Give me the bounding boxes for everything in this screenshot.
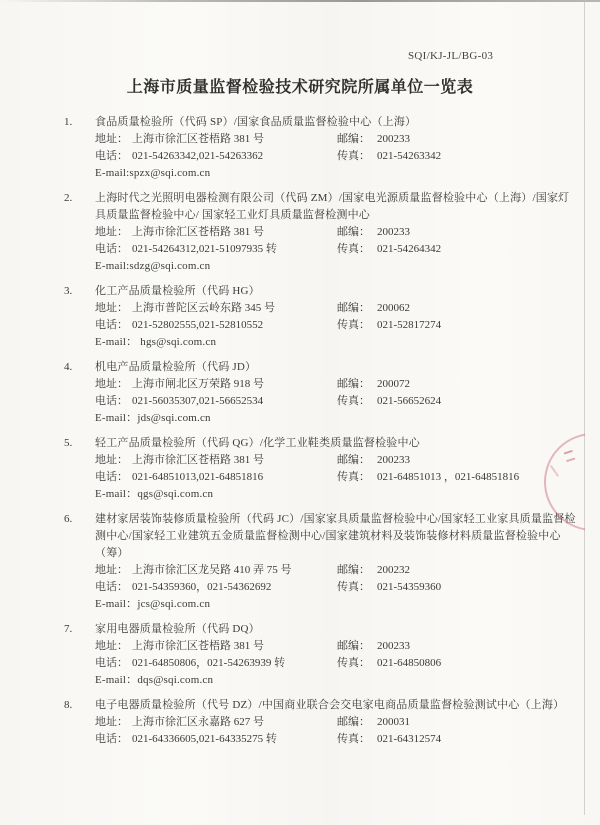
unit-email: E-mail： hgs@sqi.com.cn	[95, 336, 217, 348]
phone-value: 021-56035307,021-56652534	[132, 395, 264, 407]
unit-name: 家用电器质量检验所（代码 DQ）	[95, 623, 260, 635]
phone-label: 电话：	[95, 657, 128, 669]
phone-value: 021-54359360，021-54362692	[132, 581, 272, 593]
item-number: 8.	[64, 699, 73, 711]
phone-label: 电话：	[95, 243, 128, 255]
postcode-value: 200062	[377, 302, 410, 314]
unit-item-2	[0, 190, 600, 275]
fax-value: 021-64851013 ，021-64851816	[377, 471, 520, 483]
phone-value: 021-64850806，021-54263939 转	[132, 657, 286, 669]
postcode-value: 200233	[377, 226, 410, 238]
unit-item-3	[0, 283, 600, 351]
address-label: 地址：	[95, 226, 128, 238]
phone-label: 电话：	[95, 150, 128, 162]
postcode-label: 邮编：	[337, 226, 370, 238]
fax-label: 传真：	[337, 733, 370, 745]
postcode-label: 邮编：	[337, 302, 370, 314]
unit-email: E-mail：dqs@sqi.com.cn	[95, 674, 214, 686]
address-value: 上海市普陀区云岭东路 345 号	[132, 302, 275, 314]
unit-email: E-mail：qgs@sqi.com.cn	[95, 488, 214, 500]
unit-email: E-mail:spzx@sqi.com.cn	[95, 167, 211, 179]
postcode-label: 邮编：	[337, 454, 370, 466]
unit-name: 建材家居装饰装修质量检验所（代码 JC）/国家家具质量监督检验中心/国家轻工业家具质量监督检测中心/国家轻工业建筑五金质量监督检测中心/国家建筑材料及装饰装修材料质量监督检验中心（筹）	[95, 513, 576, 559]
phone-label: 电话：	[95, 395, 128, 407]
page-title: 上海市质量监督检验技术研究院所属单位一览表	[126, 79, 474, 96]
phone-label: 电话：	[95, 471, 128, 483]
unit-email: E-mail：jds@sqi.com.cn	[95, 412, 211, 424]
item-number: 1.	[64, 116, 73, 128]
item-number: 5.	[64, 437, 73, 449]
fax-label: 传真：	[337, 581, 370, 593]
fax-value: 021-56652624	[377, 395, 442, 407]
fax-value: 021-64850806	[377, 657, 442, 669]
postcode-label: 邮编：	[337, 640, 370, 652]
unit-item-4	[0, 359, 600, 427]
item-number: 3.	[64, 285, 73, 297]
item-number: 4.	[64, 361, 73, 373]
phone-value: 021-54264312,021-51097935 转	[132, 243, 277, 255]
unit-item-8	[0, 697, 600, 748]
fax-label: 传真：	[337, 395, 370, 407]
phone-value: 021-64851013,021-64851816	[132, 471, 264, 483]
scan-top-edge	[0, 0, 600, 2]
unit-name: 食品质量检验所（代码 SP）/国家食品质量监督检验中心（上海）	[95, 116, 417, 128]
fax-value: 021-54264342	[377, 243, 442, 255]
unit-name: 上海时代之光照明电器检测有限公司（代码 ZM）/国家电光源质量监督检验中心（上海）/国家灯具质量监督检验中心/ 国家轻工业灯具质量监督检测中心	[95, 192, 570, 221]
unit-name: 化工产品质量检验所（代码 HG）	[95, 285, 260, 297]
unit-email: E-mail:sdzg@sqi.com.cn	[95, 260, 211, 272]
address-value: 上海市徐汇区苍梧路 381 号	[132, 133, 264, 145]
unit-name: 轻工产品质量检验所（代码 QG）/化学工业鞋类质量监督检验中心	[95, 437, 420, 449]
fax-value: 021-52817274	[377, 319, 442, 331]
address-label: 地址：	[95, 640, 128, 652]
address-value: 上海市徐汇区苍梧路 381 号	[132, 226, 264, 238]
address-label: 地址：	[95, 716, 128, 728]
unit-item-5	[0, 435, 600, 503]
unit-list	[0, 114, 600, 756]
doc-code: SQI/KJ-JL/BG-03	[408, 50, 494, 62]
address-label: 地址：	[95, 378, 128, 390]
postcode-value: 200233	[377, 133, 410, 145]
address-value: 上海市徐汇区苍梧路 381 号	[132, 454, 264, 466]
fax-label: 传真：	[337, 243, 370, 255]
fax-value: 021-54359360	[377, 581, 442, 593]
fax-label: 传真：	[337, 150, 370, 162]
address-label: 地址：	[95, 133, 128, 145]
address-label: 地址：	[95, 454, 128, 466]
postcode-value: 200233	[377, 640, 410, 652]
address-value: 上海市徐汇区永嘉路 627 号	[132, 716, 264, 728]
unit-item-7	[0, 621, 600, 689]
item-number: 7.	[64, 623, 73, 635]
unit-name: 电子电器质量检验所（代号 DZ）/中国商业联合会交电家电商品质量监督检验测试中心（上海）	[95, 699, 565, 711]
postcode-label: 邮编：	[337, 716, 370, 728]
postcode-value: 200232	[377, 564, 410, 576]
fax-label: 传真：	[337, 657, 370, 669]
item-number: 6.	[64, 513, 73, 525]
phone-value: 021-54263342,021-54263362	[132, 150, 264, 162]
postcode-label: 邮编：	[337, 378, 370, 390]
address-value: 上海市徐汇区龙吴路 410 弄 75 号	[132, 564, 292, 576]
postcode-value: 200031	[377, 716, 410, 728]
unit-name: 机电产品质量检验所（代码 JD）	[95, 361, 257, 373]
fax-label: 传真：	[337, 471, 370, 483]
phone-value: 021-52802555,021-52810552	[132, 319, 264, 331]
postcode-value: 200072	[377, 378, 410, 390]
fax-value: 021-54263342	[377, 150, 442, 162]
item-number: 2.	[64, 192, 73, 204]
postcode-value: 200233	[377, 454, 410, 466]
unit-item-6	[0, 511, 600, 613]
address-value: 上海市闸北区万荣路 918 号	[132, 378, 264, 390]
address-label: 地址：	[95, 302, 128, 314]
unit-email: E-mail：jcs@sqi.com.cn	[95, 598, 211, 610]
postcode-label: 邮编：	[337, 133, 370, 145]
postcode-label: 邮编：	[337, 564, 370, 576]
phone-label: 电话：	[95, 733, 128, 745]
fax-value: 021-64312574	[377, 733, 442, 745]
phone-label: 电话：	[95, 319, 128, 331]
address-value: 上海市徐汇区苍梧路 381 号	[132, 640, 264, 652]
address-label: 地址：	[95, 564, 128, 576]
unit-item-1	[0, 114, 600, 182]
phone-label: 电话：	[95, 581, 128, 593]
phone-value: 021-64336605,021-64335275 转	[132, 733, 277, 745]
fax-label: 传真：	[337, 319, 370, 331]
